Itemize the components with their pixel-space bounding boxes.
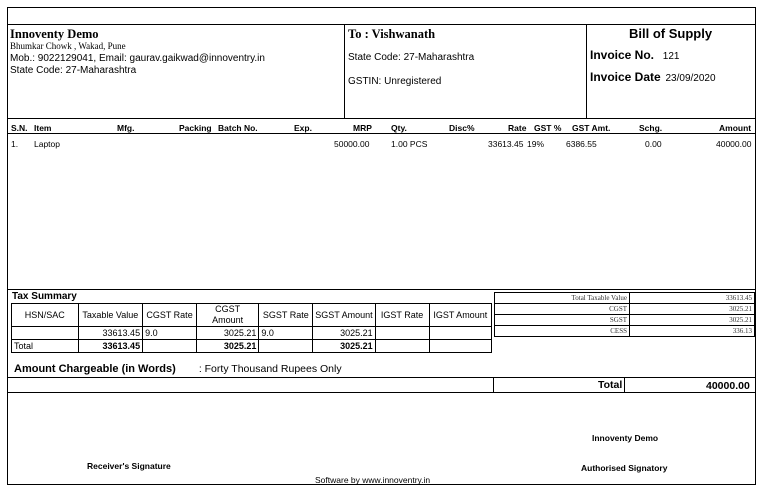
- seller-name: Innoventy Demo: [10, 27, 99, 41]
- invoice-number-row: [590, 48, 679, 62]
- header-top-rule: [7, 24, 756, 25]
- receiver-signature: Receiver's Signature: [87, 461, 171, 471]
- tax-row-igst-amount: [429, 327, 491, 340]
- amount-in-words: [14, 363, 342, 375]
- grand-total-label: Total: [598, 379, 623, 391]
- col-amount: Amount: [719, 123, 752, 133]
- totals-cgst-value: 3025.21: [630, 304, 755, 315]
- seller-state: State Code: 27-Maharashtra: [10, 65, 137, 76]
- col-disc: Disc%: [449, 123, 475, 133]
- header-bottom-rule: [7, 118, 756, 119]
- items-bottom-rule: [7, 289, 756, 290]
- col-sn: S.N.: [11, 123, 28, 133]
- tax-row-cgst-rate: 9.0: [143, 327, 197, 340]
- tax-hdr-hsn: HSN/SAC: [12, 304, 79, 327]
- totals-row-sgst: [495, 315, 755, 326]
- tax-row-sgst-amount: 3025.21: [313, 327, 375, 340]
- total-divider-left: [493, 377, 494, 392]
- header-divider-2: [586, 24, 587, 118]
- col-item: Item: [34, 123, 52, 133]
- col-exp: Exp.: [294, 123, 312, 133]
- buyer-gstin: GSTIN: Unregistered: [348, 76, 442, 87]
- tax-hdr-igst-rate: IGST Rate: [375, 304, 429, 327]
- authorised-signatory: Authorised Signatory: [581, 463, 668, 473]
- table-row: [0, 139, 765, 151]
- item-qty: 1.00 PCS: [391, 139, 428, 149]
- tax-total-igst-rate: [375, 340, 429, 353]
- invoice-date-label: Invoice Date: [590, 70, 661, 84]
- tax-total-label: Total: [12, 340, 79, 353]
- totals-taxable-value: 33613.45: [630, 293, 755, 304]
- total-divider-right: [624, 377, 625, 392]
- seller-address: Bhumkar Chowk , Wakad, Pune: [10, 41, 126, 51]
- tax-summary-title: Tax Summary: [12, 291, 77, 302]
- totals-row-cess: [495, 326, 755, 337]
- col-mfg: Mfg.: [117, 123, 135, 133]
- item-sn: 1.: [11, 139, 19, 149]
- item-name: Laptop: [34, 139, 60, 149]
- tax-total-row: [12, 340, 492, 353]
- totals-cess-value: 336.13: [630, 326, 755, 337]
- totals-sgst-label: SGST: [495, 315, 630, 326]
- tax-row-hsn: [12, 327, 79, 340]
- tax-summary-header: [12, 304, 492, 327]
- tax-hdr-sgst-amount: SGST Amount: [313, 304, 375, 327]
- totals-sgst-value: 3025.21: [630, 315, 755, 326]
- invoice-date-row: [590, 70, 716, 84]
- tax-total-sgst-amount: 3025.21: [313, 340, 375, 353]
- words-label: Amount Chargeable (in Words): [14, 363, 176, 375]
- tax-hdr-cgst-rate: CGST Rate: [143, 304, 197, 327]
- grand-total-value: 40000.00: [706, 380, 750, 392]
- words-value: : Forty Thousand Rupees Only: [198, 363, 342, 375]
- footer-company: Innoventy Demo: [592, 433, 659, 443]
- col-batch: Batch No.: [218, 123, 258, 133]
- tax-total-taxable: 33613.45: [78, 340, 142, 353]
- tax-total-sgst-rate: [259, 340, 313, 353]
- col-packing: Packing: [179, 123, 212, 133]
- software-credit: Software by www.innoventry.in: [315, 475, 431, 485]
- totals-taxable-label: Total Taxable Value: [495, 293, 630, 304]
- items-header: [0, 123, 765, 135]
- tax-hdr-taxable: Taxable Value: [78, 304, 142, 327]
- invoice-date: 23/09/2020: [665, 73, 716, 84]
- tax-row-cgst-amount: 3025.21: [196, 327, 258, 340]
- col-schg: Schg.: [639, 123, 663, 133]
- tax-total-cgst-rate: [143, 340, 197, 353]
- bill-title: Bill of Supply: [629, 26, 713, 41]
- col-gst-pct: GST %: [534, 123, 562, 133]
- tax-total-igst-amount: [429, 340, 491, 353]
- totals-cess-label: CESS: [495, 326, 630, 337]
- invoice-number: 121: [662, 51, 680, 62]
- total-rule: [7, 392, 756, 393]
- tax-row-igst-rate: [375, 327, 429, 340]
- buyer-state: State Code: 27-Maharashtra: [348, 52, 475, 63]
- tax-row-taxable: 33613.45: [78, 327, 142, 340]
- item-gst-amt: 6386.55: [566, 139, 597, 149]
- col-mrp: MRP: [353, 123, 372, 133]
- item-rate: 33613.45: [488, 139, 524, 149]
- item-gst-pct: 19%: [527, 139, 545, 149]
- totals-row-taxable: [495, 293, 755, 304]
- tax-hdr-cgst-amount: CGST Amount: [196, 304, 258, 327]
- col-qty: Qty.: [391, 123, 407, 133]
- buyer-name: To : Vishwanath: [348, 27, 436, 41]
- item-amount: 40000.00: [716, 139, 752, 149]
- tax-total-cgst-amount: 3025.21: [196, 340, 258, 353]
- totals-cgst-label: CGST: [495, 304, 630, 315]
- tax-hdr-sgst-rate: SGST Rate: [259, 304, 313, 327]
- col-gst-amt: GST Amt.: [572, 123, 611, 133]
- invoice-number-label: Invoice No.: [590, 48, 655, 62]
- tax-summary-table: [11, 303, 492, 353]
- item-schg: 0.00: [645, 139, 662, 149]
- tax-hdr-igst-amount: IGST Amount: [429, 304, 491, 327]
- item-mrp: 50000.00: [334, 139, 370, 149]
- totals-table: [494, 292, 755, 337]
- words-rule: [7, 377, 756, 378]
- tax-row-sgst-rate: 9.0: [259, 327, 313, 340]
- seller-contact: Mob.: 9022129041, Email: gaurav.gaikwad@innoventry.in: [10, 53, 265, 64]
- table-row: [12, 327, 492, 340]
- header-divider-1: [344, 24, 345, 118]
- col-rate: Rate: [508, 123, 527, 133]
- totals-row-cgst: [495, 304, 755, 315]
